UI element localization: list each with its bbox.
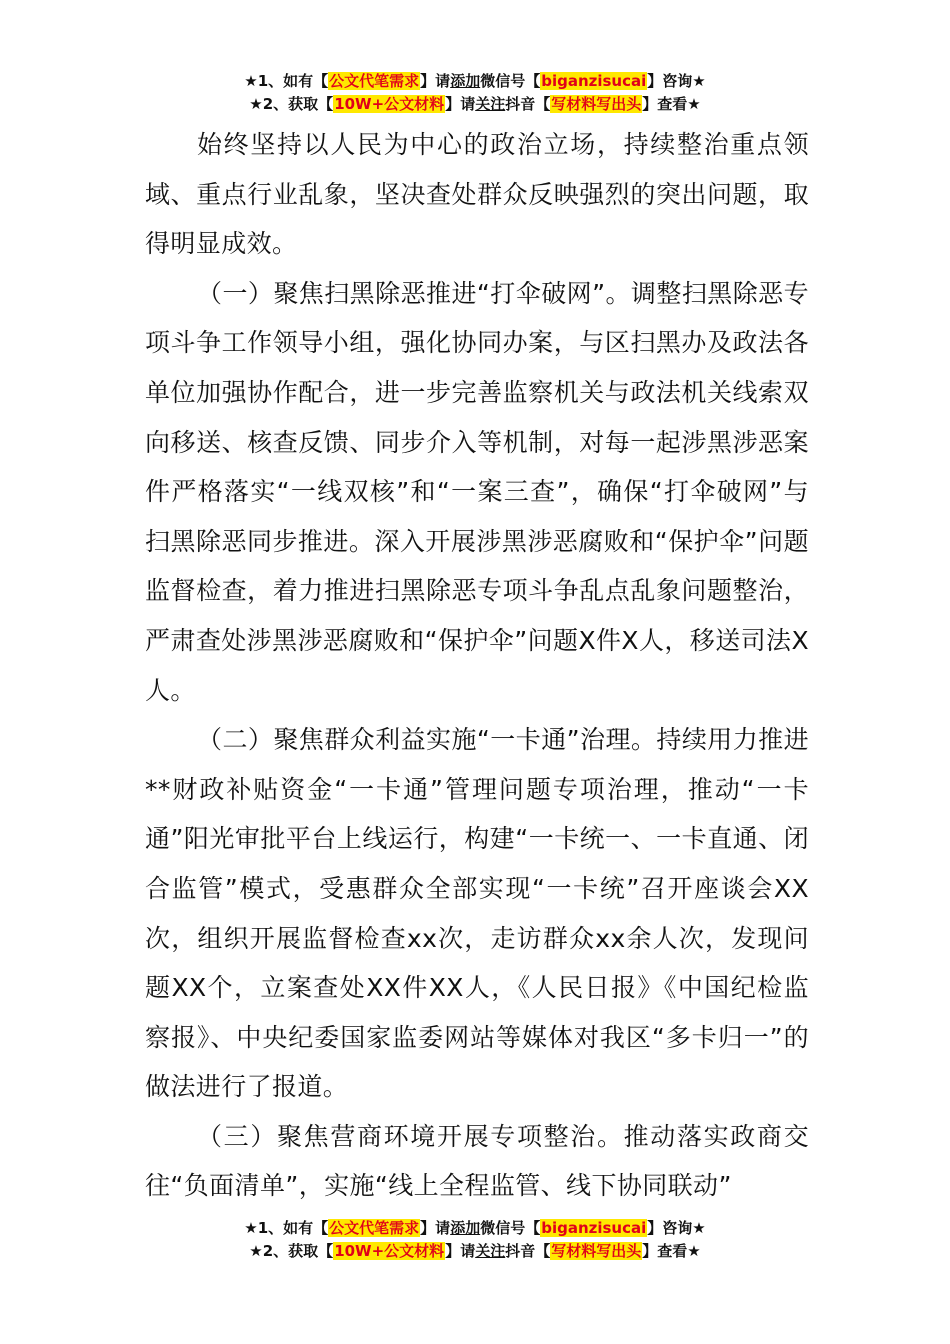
banner-text: 】请: [445, 1242, 476, 1260]
banner-text: ★2、获取【: [249, 1242, 334, 1260]
banner-underlined-text: 添加: [450, 72, 481, 90]
banner-text: 】咨询★: [647, 1219, 706, 1237]
banner-text: ★1、如有【: [244, 1219, 329, 1237]
highlight-douyin-account: 写材料写出头: [551, 1242, 642, 1260]
banner-line-1: [0, 1217, 950, 1240]
banner-underlined-text: 关注: [475, 95, 506, 113]
banner-text: 】请: [420, 72, 451, 90]
footer-banner: [0, 1217, 950, 1263]
banner-text: 】请: [420, 1219, 451, 1237]
banner-text: 微信号【: [480, 72, 541, 90]
highlight-wechat-id: biganzisucai: [541, 1219, 647, 1237]
banner-text: 】查看★: [642, 1242, 701, 1260]
highlight-materials: 10W+公文材料: [334, 95, 445, 113]
highlight-wechat-id: biganzisucai: [541, 72, 647, 90]
banner-text: 抖音【: [505, 95, 551, 113]
banner-text: 微信号【: [480, 1219, 541, 1237]
banner-text: 】咨询★: [647, 72, 706, 90]
document-body: [145, 120, 809, 1211]
banner-line-1: [0, 70, 950, 93]
banner-underlined-text: 关注: [475, 1242, 506, 1260]
paragraph-intro: 始终坚持以人民为中心的政治立场，持续整治重点领域、重点行业乱象，坚决查处群众反映强烈的突出问题，取得明显成效。: [145, 130, 809, 259]
highlight-materials: 10W+公文材料: [334, 1242, 445, 1260]
banner-text: 抖音【: [505, 1242, 551, 1260]
banner-text: ★2、获取【: [249, 95, 334, 113]
highlight-writing-service: 公文代笔需求: [329, 72, 420, 90]
header-banner: [0, 70, 950, 116]
highlight-writing-service: 公文代笔需求: [329, 1219, 420, 1237]
banner-text: ★1、如有【: [244, 72, 329, 90]
banner-text: 】查看★: [642, 95, 701, 113]
banner-line-2: [0, 93, 950, 116]
paragraph-section-1: （一）聚焦扫黑除恶推进“打伞破网”。调整扫黑除恶专项斗争工作领导小组，强化协同办案，与区扫黑办及政法各单位加强协作配合，进一步完善监察机关与政法机关线索双向移送、核查反馈、同步介入等机制，对每一起涉黑涉恶案件严格落实“一线双核”和“一案三查”，确保“打伞破网”与扫黑除恶同步推进。深入开展涉黑涉恶腐败和“保护伞”问题监督检查，着力推进扫黑除恶专项斗争乱点乱象问题整治，严肃查处涉黑涉恶腐败和“保护伞”问题X件X人，移送司法X人。: [145, 278, 809, 705]
banner-underlined-text: 添加: [450, 1219, 481, 1237]
highlight-douyin-account: 写材料写出头: [551, 95, 642, 113]
paragraph-section-3: （三）聚焦营商环境开展专项整治。推动落实政商交往“负面清单”，实施“线上全程监管、线下协同联动”: [145, 1121, 809, 1201]
paragraph-section-2: （二）聚焦群众利益实施“一卡通”治理。持续用力推进**财政补贴资金“一卡通”管理问题专项治理，推动“一卡通”阳光审批平台上线运行，构建“一卡统一、一卡直通、闭合监管”模式，受惠群众全部实现“一卡统”召开座谈会XX次，组织开展监督检查xx次，走访群众xx余人次，发现问题XX个，立案查处XX件XX人，《人民日报》《中国纪检监察报》、中央纪委国家监委网站等媒体对我区“多卡归一”的做法进行了报道。: [145, 725, 809, 1102]
banner-line-2: [0, 1240, 950, 1263]
banner-text: 】请: [445, 95, 476, 113]
